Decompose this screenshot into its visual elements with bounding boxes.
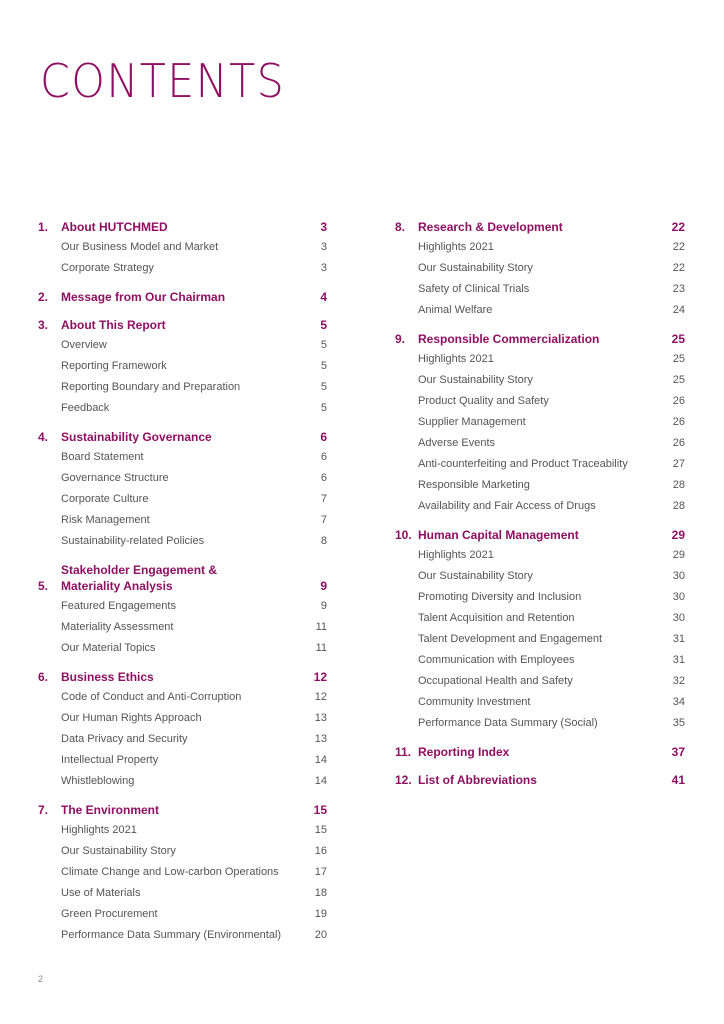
section-title: Sustainability Governance [61, 430, 212, 444]
subitem-page-number: 28 [672, 478, 685, 491]
subitem-page-number: 30 [672, 590, 685, 603]
toc-subitem[interactable] [395, 565, 685, 586]
section-title: Message from Our Chairman [61, 290, 226, 304]
subitem-label: Our Business Model and Market [61, 240, 219, 253]
toc-subitem[interactable] [38, 924, 327, 945]
subitem-page-number: 6 [320, 471, 327, 484]
subitem-page-number: 25 [672, 373, 685, 386]
subitem-label: Corporate Culture [61, 492, 149, 505]
subitem-label: Reporting Boundary and Preparation [61, 380, 241, 393]
toc-section [38, 316, 327, 418]
toc-section-heading[interactable] [395, 743, 685, 761]
toc-subitem[interactable] [395, 411, 685, 432]
subitem-label: Our Sustainability Story [418, 261, 533, 274]
subitem-label: Our Sustainability Story [418, 373, 533, 386]
section-number: 2. [38, 290, 49, 304]
section-number: 12. [395, 773, 412, 787]
section-title: List of Abbreviations [418, 773, 537, 787]
toc-subitem[interactable] [395, 348, 685, 369]
section-page-number: 12 [313, 670, 327, 684]
section-number: 9. [395, 332, 406, 346]
section-title: The Environment [61, 803, 160, 817]
subitem-label: Code of Conduct and Anti-Corruption [61, 690, 242, 703]
subitem-label: Highlights 2021 [418, 548, 494, 561]
toc-section-heading[interactable] [38, 428, 327, 446]
toc-subitem[interactable] [38, 637, 327, 658]
section-page-number: 37 [671, 745, 685, 759]
toc-section-heading[interactable] [38, 316, 327, 334]
section-title: Stakeholder Engagement & Materiality Analysis [61, 563, 218, 593]
subitem-page-number: 31 [672, 632, 685, 645]
toc-subitem-list [38, 686, 327, 791]
subitem-label: Supplier Management [418, 415, 526, 428]
subitem-label: Performance Data Summary (Environmental) [61, 928, 282, 941]
toc-subitem[interactable] [395, 299, 685, 320]
toc-section-heading[interactable] [38, 218, 327, 236]
subitem-label: Sustainability-related Policies [61, 534, 205, 547]
subitem-page-number: 26 [672, 394, 685, 407]
toc-subitem[interactable] [38, 257, 327, 278]
toc-subitem[interactable] [38, 376, 327, 397]
subitem-label: Our Material Topics [61, 641, 156, 654]
toc-subitem[interactable] [395, 278, 685, 299]
section-title: About HUTCHMED [61, 220, 168, 234]
subitem-page-number: 22 [672, 240, 685, 253]
subitem-page-number: 14 [314, 753, 327, 766]
section-page-number: 9 [320, 579, 327, 593]
toc-subitem[interactable] [395, 474, 685, 495]
toc-section-heading[interactable] [38, 668, 327, 686]
subitem-label: Featured Engagements [61, 599, 176, 612]
section-number: 8. [395, 220, 406, 234]
toc-subitem[interactable] [395, 544, 685, 565]
subitem-label: Climate Change and Low-carbon Operations [61, 865, 279, 878]
section-number: 6. [38, 670, 49, 684]
subitem-page-number: 35 [672, 716, 685, 729]
toc-subitem-list [38, 236, 327, 278]
subitem-label: Our Sustainability Story [61, 844, 176, 857]
toc-subitem[interactable] [38, 595, 327, 616]
subitem-label: Whistleblowing [61, 774, 135, 787]
section-title: Reporting Index [418, 745, 510, 759]
subitem-label: Corporate Strategy [61, 261, 154, 274]
toc-subitem[interactable] [38, 707, 327, 728]
toc-subitem-list [395, 236, 685, 320]
toc-subitem-list [38, 446, 327, 551]
subitem-page-number: 3 [320, 240, 327, 253]
section-page-number: 25 [671, 332, 685, 346]
subitem-label: Our Human Rights Approach [61, 711, 202, 724]
subitem-label: Highlights 2021 [418, 240, 494, 253]
subitem-page-number: 3 [320, 261, 327, 274]
subitem-page-number: 34 [672, 695, 685, 708]
subitem-page-number: 30 [672, 569, 685, 582]
section-page-number: 6 [320, 430, 327, 444]
subitem-page-number: 27 [672, 457, 685, 470]
subitem-label: Occupational Health and Safety [418, 674, 573, 687]
section-title: Responsible Commercialization [418, 332, 600, 346]
subitem-page-number: 6 [320, 450, 327, 463]
toc-subitem[interactable] [395, 257, 685, 278]
subitem-label: Communication with Employees [418, 653, 575, 666]
subitem-page-number: 5 [320, 380, 327, 393]
section-number: 10. [395, 528, 412, 542]
toc-section [38, 801, 327, 945]
section-page-number: 15 [313, 803, 327, 817]
toc-section-heading[interactable] [38, 561, 327, 595]
subitem-label: Our Sustainability Story [418, 569, 533, 582]
subitem-label: Promoting Diversity and Inclusion [418, 590, 582, 603]
toc-subitem[interactable] [395, 390, 685, 411]
section-title: About This Report [61, 318, 166, 332]
toc-section-heading[interactable] [395, 330, 685, 348]
toc-subitem[interactable] [38, 728, 327, 749]
toc-section [38, 668, 327, 791]
subitem-label: Use of Materials [61, 886, 141, 899]
toc-subitem[interactable] [38, 749, 327, 770]
toc-subitem[interactable] [38, 819, 327, 840]
toc-subitem[interactable] [395, 670, 685, 691]
subitem-label: Performance Data Summary (Social) [418, 716, 598, 729]
subitem-page-number: 31 [672, 653, 685, 666]
subitem-page-number: 11 [315, 641, 327, 654]
subitem-page-number: 19 [314, 907, 327, 920]
section-page-number: 22 [671, 220, 685, 234]
subitem-page-number: 12 [314, 690, 327, 703]
section-number: 4. [38, 430, 49, 444]
toc-subitem[interactable] [38, 397, 327, 418]
subitem-page-number: 17 [314, 865, 327, 878]
toc-subitem-list [395, 348, 685, 516]
subitem-label: Intellectual Property [61, 753, 159, 766]
subitem-page-number: 5 [320, 401, 327, 414]
toc-section-heading[interactable] [38, 801, 327, 819]
subitem-label: Responsible Marketing [418, 478, 530, 491]
subitem-label: Reporting Framework [61, 359, 167, 372]
subitem-label: Highlights 2021 [61, 823, 137, 836]
toc-subitem[interactable] [38, 530, 327, 551]
section-number: 7. [38, 803, 49, 817]
toc-subitem[interactable] [38, 616, 327, 637]
toc-subitem-list [38, 334, 327, 418]
toc-section [395, 526, 685, 733]
subitem-page-number: 16 [314, 844, 327, 857]
toc-subitem[interactable] [38, 467, 327, 488]
subitem-label: Talent Acquisition and Retention [418, 611, 575, 624]
section-page-number: 5 [320, 318, 327, 332]
subitem-page-number: 15 [314, 823, 327, 836]
toc-subitem[interactable] [395, 369, 685, 390]
subitem-label: Safety of Clinical Trials [418, 282, 530, 295]
toc-subitem[interactable] [38, 686, 327, 707]
toc-section-heading[interactable] [395, 526, 685, 544]
subitem-label: Feedback [61, 401, 110, 414]
subitem-label: Community Investment [418, 695, 531, 708]
toc-subitem[interactable] [395, 628, 685, 649]
subitem-page-number: 28 [672, 499, 685, 512]
toc-section-heading[interactable] [395, 771, 685, 789]
section-page-number: 29 [671, 528, 685, 542]
subitem-page-number: 30 [672, 611, 685, 624]
toc-section [38, 561, 327, 658]
toc-subitem[interactable] [395, 236, 685, 257]
section-page-number: 4 [320, 290, 327, 304]
toc-subitem[interactable] [395, 712, 685, 733]
toc-section [395, 771, 685, 789]
subitem-page-number: 11 [315, 620, 327, 633]
subitem-label: Risk Management [61, 513, 150, 526]
subitem-page-number: 7 [320, 513, 327, 526]
subitem-label: Overview [61, 338, 107, 351]
page-number: 2 [38, 974, 44, 984]
section-number: 1. [38, 220, 49, 234]
subitem-page-number: 13 [314, 732, 327, 745]
subitem-page-number: 23 [672, 282, 685, 295]
subitem-label: Highlights 2021 [418, 352, 494, 365]
subitem-page-number: 8 [320, 534, 327, 547]
subitem-page-number: 14 [314, 774, 327, 787]
subitem-page-number: 32 [672, 674, 685, 687]
toc-section [38, 288, 327, 306]
subitem-page-number: 9 [320, 599, 327, 612]
subitem-label: Board Statement [61, 450, 144, 463]
subitem-label: Data Privacy and Security [61, 732, 188, 745]
section-number: 3. [38, 318, 49, 332]
toc-left-column [38, 218, 327, 955]
toc-section [395, 743, 685, 761]
subitem-page-number: 26 [672, 436, 685, 449]
toc-subitem[interactable] [395, 607, 685, 628]
toc-subitem[interactable] [395, 453, 685, 474]
toc-subitem-list [395, 544, 685, 733]
toc-subitem[interactable] [38, 355, 327, 376]
toc-subitem[interactable] [395, 495, 685, 516]
section-title: Research & Development [418, 220, 563, 234]
subitem-page-number: 22 [672, 261, 685, 274]
section-page-number: 3 [320, 220, 327, 234]
toc-subitem[interactable] [395, 649, 685, 670]
subitem-label: Animal Welfare [418, 303, 493, 316]
toc-subitem[interactable] [38, 488, 327, 509]
toc-subitem[interactable] [395, 586, 685, 607]
toc-right-column [395, 218, 685, 799]
toc-subitem[interactable] [38, 770, 327, 791]
page-title: CONTENTS [40, 54, 286, 108]
toc-subitem[interactable] [38, 903, 327, 924]
toc-subitem[interactable] [38, 334, 327, 355]
toc-subitem[interactable] [395, 691, 685, 712]
subitem-page-number: 13 [314, 711, 327, 724]
toc-subitem[interactable] [38, 861, 327, 882]
toc-section-heading[interactable] [395, 218, 685, 236]
subitem-page-number: 18 [314, 886, 327, 899]
toc-subitem-list [38, 595, 327, 658]
toc-section [395, 330, 685, 516]
section-title: Human Capital Management [418, 528, 579, 542]
subitem-page-number: 7 [320, 492, 327, 505]
section-number: 5. [38, 579, 49, 593]
subitem-page-number: 5 [320, 338, 327, 351]
toc-subitem[interactable] [38, 446, 327, 467]
subitem-page-number: 20 [314, 928, 327, 941]
toc-section [38, 218, 327, 278]
section-page-number: 41 [671, 773, 685, 787]
toc-subitem[interactable] [38, 509, 327, 530]
subitem-label: Availability and Fair Access of Drugs [418, 499, 596, 512]
subitem-label: Talent Development and Engagement [418, 632, 603, 645]
toc-section-heading[interactable] [38, 288, 327, 306]
subitem-page-number: 29 [672, 548, 685, 561]
subitem-label: Materiality Assessment [61, 620, 174, 633]
subitem-page-number: 26 [672, 415, 685, 428]
section-title: Business Ethics [61, 670, 154, 684]
toc-section [38, 428, 327, 551]
toc-subitem[interactable] [38, 882, 327, 903]
subitem-page-number: 5 [320, 359, 327, 372]
subitem-label: Anti-counterfeiting and Product Traceability [418, 457, 628, 470]
section-number: 11. [395, 745, 412, 759]
toc-section [395, 218, 685, 320]
toc-subitem[interactable] [395, 432, 685, 453]
toc-subitem[interactable] [38, 236, 327, 257]
toc-subitem-list [38, 819, 327, 945]
subitem-label: Green Procurement [61, 907, 158, 920]
subitem-page-number: 24 [672, 303, 685, 316]
subitem-label: Product Quality and Safety [418, 394, 549, 407]
subitem-label: Governance Structure [61, 471, 169, 484]
subitem-page-number: 25 [672, 352, 685, 365]
subitem-label: Adverse Events [418, 436, 496, 449]
toc-subitem[interactable] [38, 840, 327, 861]
